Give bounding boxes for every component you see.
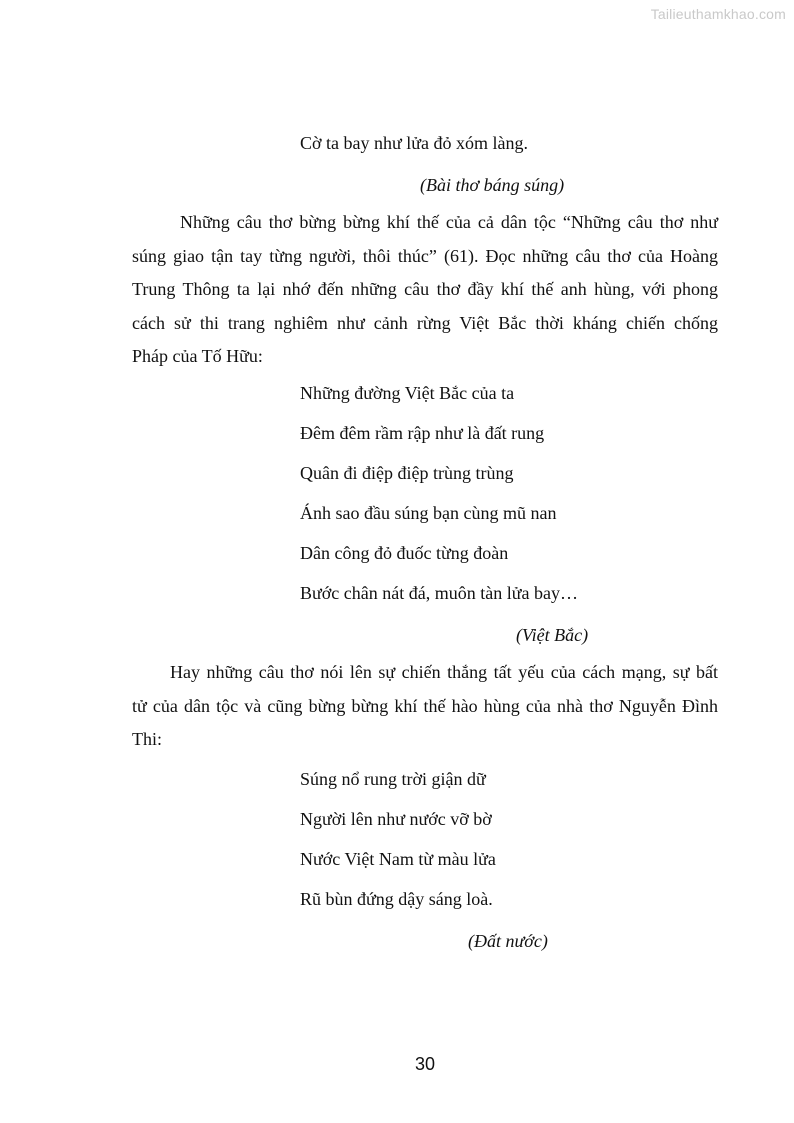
paragraph-line: Hay những câu thơ nói lên sự chiến thắng tất yếu của cách mạng, sự bất [170, 662, 718, 682]
paragraph-2 [132, 656, 718, 757]
poem-line: Rũ bùn đứng dậy sáng loà. [300, 889, 493, 909]
citation-dat-nuoc: (Đất nước) [468, 931, 548, 951]
paragraph-1 [132, 206, 718, 374]
page-number: 30 [414, 1054, 436, 1074]
poem-line: Người lên như nước vỡ bờ [300, 809, 492, 829]
paragraph-line: Thi: [132, 729, 162, 749]
poem-line: Đêm đêm rầm rập như là đất rung [300, 423, 545, 443]
paragraph-line: Trung Thông ta lại nhớ đến những câu thơ đầy khí thế anh hùng, với phong [132, 279, 718, 299]
paragraph-line: Những câu thơ bừng bừng khí thế của cả dân tộc “Những câu thơ như [180, 212, 718, 232]
paragraph-line: cách sử thi trang nghiêm như cảnh rừng Việt Bắc thời kháng chiến chống [132, 312, 718, 333]
poem-line: Dân công đỏ đuốc từng đoàn [300, 543, 509, 563]
verse-line: Cờ ta bay như lửa đỏ xóm làng. [300, 133, 528, 153]
citation-bai-tho-bang-sung: (Bài thơ báng súng) [420, 175, 565, 195]
poem-line: Ánh sao đầu súng bạn cùng mũ nan [300, 503, 557, 523]
paragraph-line: Pháp của Tố Hữu: [132, 346, 263, 366]
paragraph-line: súng giao tận tay từng người, thôi thúc” (61). Đọc những câu thơ của Hoàng [132, 245, 718, 266]
paragraph-line: tử của dân tộc và cũng bừng bừng khí thế hào hùng của nhà thơ Nguyễn Đình [132, 695, 718, 716]
poem-line: Những đường Việt Bắc của ta [300, 383, 515, 403]
poem-line: Súng nổ rung trời giận dữ [300, 769, 486, 789]
poem-line: Nước Việt Nam từ màu lửa [300, 849, 496, 869]
poem-line: Bước chân nát đá, muôn tàn lửa bay… [300, 583, 578, 603]
poem-line: Quân đi điệp điệp trùng trùng [300, 463, 514, 483]
citation-viet-bac: (Việt Bắc) [516, 625, 589, 645]
watermark: Tailieuthamkhao.com [650, 6, 786, 22]
